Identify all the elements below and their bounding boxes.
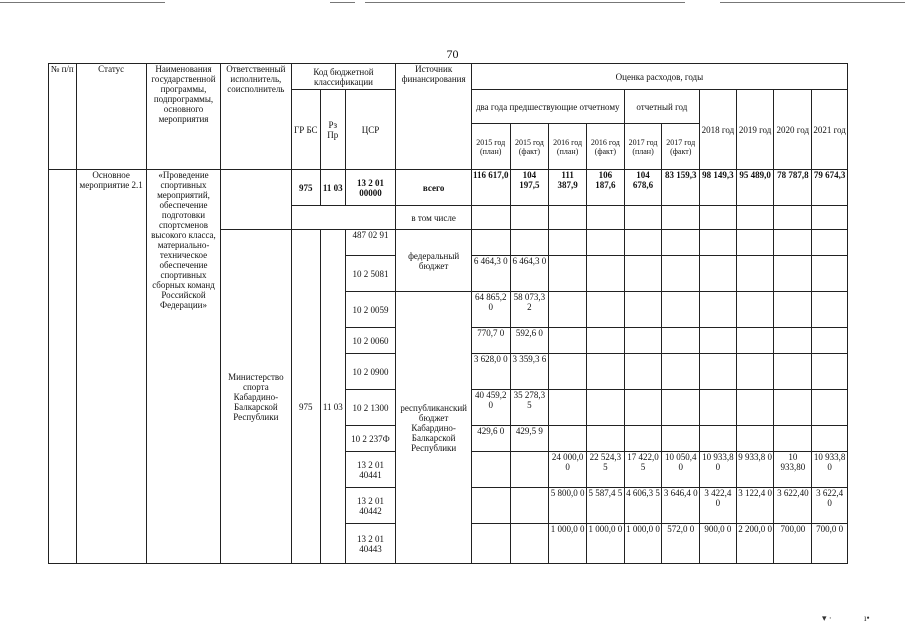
- value-cell: [662, 292, 700, 328]
- top-rule: [365, 2, 685, 3]
- federal-source-cell: федеральный бюджет: [396, 230, 471, 292]
- csr-cell: 13 2 01 40442: [345, 488, 396, 524]
- value-cell: 9 933,8 0: [736, 452, 774, 488]
- value-cell: [812, 390, 848, 426]
- value-cell: 770,7 0: [471, 328, 510, 354]
- value-cell: [812, 256, 848, 292]
- value-cell: [549, 206, 587, 230]
- value-cell: [812, 328, 848, 354]
- value-cell: 10 050,4 0: [662, 452, 700, 488]
- value-cell: [774, 206, 812, 230]
- header-report-year: отчетный год: [624, 90, 699, 124]
- value-cell: [624, 256, 662, 292]
- value-cell: 3 622,40: [774, 488, 812, 524]
- header-2017-plan: 2017 год (план): [624, 124, 662, 170]
- value-cell: 111 387,9: [549, 170, 587, 206]
- corner-mark: ı•: [864, 613, 870, 623]
- value-cell: 104 678,6: [624, 170, 662, 206]
- value-cell: [510, 206, 549, 230]
- incl-source-cell: в том числе: [396, 206, 471, 230]
- header-2021: 2021 год: [812, 90, 848, 170]
- value-cell: [662, 390, 700, 426]
- value-cell: [812, 230, 848, 256]
- value-cell: [471, 206, 510, 230]
- responsible-cell: Министерство спорта Кабардино-Балкарской Республики: [221, 230, 291, 564]
- csr-cell: 487 02 91: [345, 230, 396, 256]
- value-cell: [586, 328, 624, 354]
- value-cell: 1 000,0 0: [624, 524, 662, 564]
- header-2015-plan: 2015 год (план): [471, 124, 510, 170]
- value-cell: [774, 230, 812, 256]
- header-responsible: Ответственный исполнитель, соисполнитель: [221, 64, 291, 170]
- value-cell: [700, 206, 737, 230]
- budget-table: [48, 63, 848, 564]
- value-cell: 6 464,3 0: [510, 256, 549, 292]
- header-source: Источник финансирования: [396, 64, 471, 170]
- csr-cell: 13 2 01 40443: [345, 524, 396, 564]
- value-cell: 2 200,0 0: [736, 524, 774, 564]
- value-cell: [510, 230, 549, 256]
- value-cell: 1 000,0 0: [549, 524, 587, 564]
- value-cell: [736, 256, 774, 292]
- value-cell: [700, 230, 737, 256]
- value-cell: [736, 230, 774, 256]
- value-cell: [624, 292, 662, 328]
- source-cell: всего: [396, 170, 471, 206]
- value-cell: 64 865,2 0: [471, 292, 510, 328]
- csr-cell: 13 2 01 00000: [345, 170, 396, 206]
- value-cell: 10 933,80: [774, 452, 812, 488]
- value-cell: [624, 230, 662, 256]
- value-cell: [662, 426, 700, 452]
- value-cell: 35 278,3 5: [510, 390, 549, 426]
- value-cell: 79 674,3: [812, 170, 848, 206]
- value-cell: [471, 524, 510, 564]
- value-cell: [471, 230, 510, 256]
- value-cell: 24 000,0 0: [549, 452, 587, 488]
- value-cell: 95 489,0: [736, 170, 774, 206]
- header-2016-plan: 2016 год (план): [549, 124, 587, 170]
- top-rule: [0, 2, 165, 3]
- value-cell: [586, 256, 624, 292]
- value-cell: [774, 256, 812, 292]
- value-cell: 10 933,8 0: [700, 452, 737, 488]
- value-cell: 6 464,3 0: [471, 256, 510, 292]
- csr-cell: 13 2 01 40441: [345, 452, 396, 488]
- csr-cell: 10 2 0900: [345, 354, 396, 390]
- value-cell: [624, 206, 662, 230]
- value-cell: 700,0 0: [812, 524, 848, 564]
- rzpr-cell: 11 03: [321, 170, 345, 206]
- value-cell: 592,6 0: [510, 328, 549, 354]
- value-cell: 104 197,5: [510, 170, 549, 206]
- value-cell: 3 628,0 0: [471, 354, 510, 390]
- header-num: № п/п: [49, 64, 77, 170]
- csr-cell: 10 2 5081: [345, 256, 396, 292]
- value-cell: [700, 292, 737, 328]
- value-cell: [549, 426, 587, 452]
- grbs-cell: 975: [291, 170, 321, 206]
- top-rule: [330, 2, 355, 3]
- header-2017-fact: 2017 год (факт): [662, 124, 700, 170]
- value-cell: 17 422,0 5: [624, 452, 662, 488]
- header-2020: 2020 год: [774, 90, 812, 170]
- value-cell: [624, 390, 662, 426]
- value-cell: [624, 354, 662, 390]
- value-cell: [624, 328, 662, 354]
- value-cell: [700, 426, 737, 452]
- header-grbs: ГР БС: [291, 90, 321, 170]
- value-cell: [624, 426, 662, 452]
- value-cell: [549, 390, 587, 426]
- header-rzpr: Рз Пр: [321, 90, 345, 170]
- value-cell: 1 000,0 0: [586, 524, 624, 564]
- value-cell: [774, 354, 812, 390]
- value-cell: [736, 390, 774, 426]
- value-cell: 3 122,4 0: [736, 488, 774, 524]
- value-cell: 3 622,4 0: [812, 488, 848, 524]
- value-cell: 3 422,4 0: [700, 488, 737, 524]
- value-cell: 700,00: [774, 524, 812, 564]
- value-cell: 572,0 0: [662, 524, 700, 564]
- value-cell: [662, 354, 700, 390]
- header-status: Статус: [76, 64, 146, 170]
- value-cell: 116 617,0: [471, 170, 510, 206]
- value-cell: 5 587,4 5: [586, 488, 624, 524]
- value-cell: [812, 292, 848, 328]
- value-cell: [471, 452, 510, 488]
- value-cell: 106 187,6: [586, 170, 624, 206]
- header-csr: ЦСР: [345, 90, 396, 170]
- header-2019: 2019 год: [736, 90, 774, 170]
- value-cell: [510, 524, 549, 564]
- value-cell: [662, 206, 700, 230]
- regional-source-cell: республиканский бюджет Кабардино-Балкарской Республики: [396, 292, 471, 564]
- value-cell: [700, 390, 737, 426]
- value-cell: 58 073,3 2: [510, 292, 549, 328]
- header-estimate: Оценка расходов, годы: [471, 64, 847, 90]
- value-cell: 98 149,3: [700, 170, 737, 206]
- rzpr2-cell: 11 03: [322, 401, 343, 412]
- value-cell: [549, 354, 587, 390]
- row-num-cell: [49, 170, 77, 564]
- status-cell: Основное мероприятие 2.1: [76, 170, 146, 564]
- value-cell: [586, 426, 624, 452]
- value-cell: [549, 292, 587, 328]
- csr-cell: 10 2 0060: [345, 328, 396, 354]
- value-cell: [812, 354, 848, 390]
- value-cell: [510, 452, 549, 488]
- value-cell: [774, 390, 812, 426]
- corner-mark: ▾ ·: [822, 613, 832, 623]
- value-cell: [662, 256, 700, 292]
- value-cell: [736, 206, 774, 230]
- value-cell: 429,5 9: [510, 426, 549, 452]
- value-cell: [549, 328, 587, 354]
- value-cell: [586, 390, 624, 426]
- header-2016-fact: 2016 год (факт): [586, 124, 624, 170]
- page-number: 70: [446, 47, 459, 61]
- csr-cell: 10 2 237Ф: [345, 426, 396, 452]
- value-cell: [736, 354, 774, 390]
- value-cell: [700, 328, 737, 354]
- value-cell: 429,6 0: [471, 426, 510, 452]
- value-cell: [700, 354, 737, 390]
- value-cell: [774, 292, 812, 328]
- value-cell: [736, 328, 774, 354]
- value-cell: [510, 488, 549, 524]
- value-cell: 40 459,2 0: [471, 390, 510, 426]
- value-cell: [586, 230, 624, 256]
- value-cell: [812, 206, 848, 230]
- value-cell: 900,0 0: [700, 524, 737, 564]
- value-cell: [662, 230, 700, 256]
- value-cell: [549, 256, 587, 292]
- value-cell: [700, 256, 737, 292]
- value-cell: 83 159,3: [662, 170, 700, 206]
- value-cell: [736, 426, 774, 452]
- value-cell: [586, 292, 624, 328]
- header-name: Наименования государственной программы, подпрограммы, основного мероприятия: [146, 64, 220, 170]
- value-cell: [736, 292, 774, 328]
- header-budget-code: Код бюджетной классификации: [291, 64, 396, 90]
- value-cell: [774, 328, 812, 354]
- value-cell: [549, 230, 587, 256]
- value-cell: [774, 426, 812, 452]
- value-cell: 22 524,3 5: [586, 452, 624, 488]
- value-cell: 3 359,3 6: [510, 354, 549, 390]
- value-cell: 10 933,8 0: [812, 452, 848, 488]
- name-cell: «Проведение спортивных мероприятий, обеспечение подготовки спортсменов высокого класса, материально-техническое обеспечение спортивных сборных команд Российской Федерации»: [146, 170, 220, 564]
- value-cell: [586, 206, 624, 230]
- header-2018: 2018 год: [700, 90, 737, 170]
- incl-code-cell: [291, 206, 396, 230]
- value-cell: [812, 426, 848, 452]
- top-rule: [720, 2, 905, 3]
- value-cell: 5 800,0 0: [549, 488, 587, 524]
- csr-cell: 10 2 1300: [345, 390, 396, 426]
- responsible-cell-top: [221, 170, 291, 230]
- rzpr2-cell-wrap: [321, 230, 345, 564]
- value-cell: 78 787,8: [774, 170, 812, 206]
- value-cell: [471, 488, 510, 524]
- value-cell: [662, 328, 700, 354]
- header-two-years: два года предшествующие отчетному: [471, 90, 624, 124]
- value-cell: [586, 354, 624, 390]
- grbs2-cell-wrap: [291, 230, 321, 564]
- grbs2-cell: 975: [299, 401, 313, 412]
- value-cell: 3 646,4 0: [662, 488, 700, 524]
- value-cell: 4 606,3 5: [624, 488, 662, 524]
- header-2015-fact: 2015 год (факт): [510, 124, 549, 170]
- csr-cell: 10 2 0059: [345, 292, 396, 328]
